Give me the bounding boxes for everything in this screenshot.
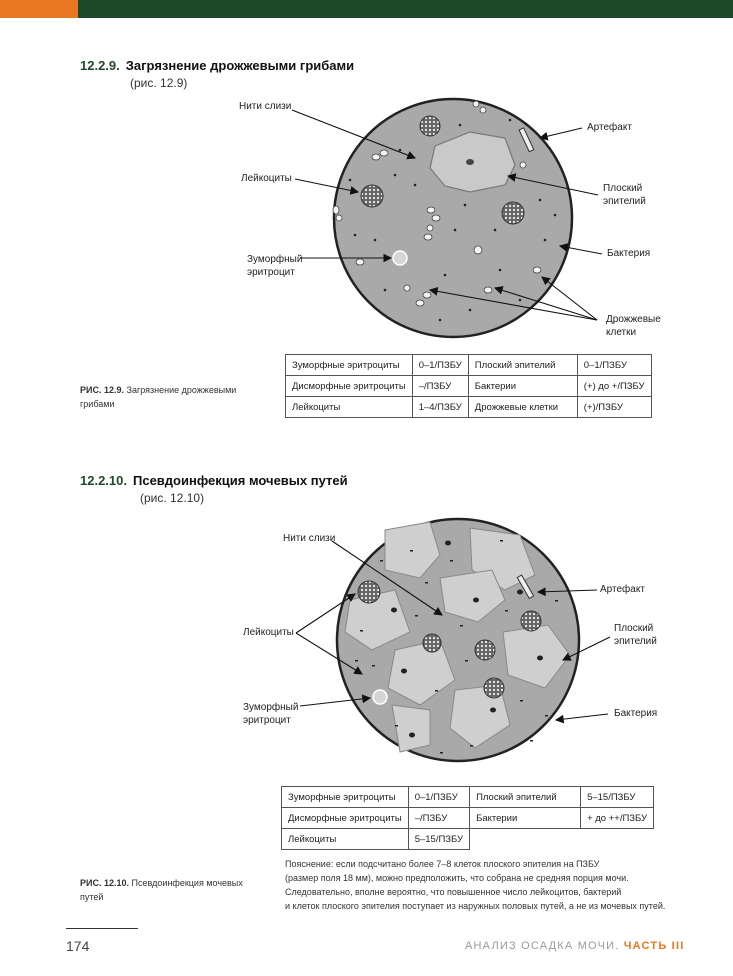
- leukocyte: [361, 185, 383, 207]
- section-number: 12.2.9.: [80, 58, 120, 73]
- page-number: 174: [66, 938, 90, 954]
- leukocyte: [423, 634, 441, 652]
- table-cell: Плоский эпителий: [470, 787, 581, 808]
- label-artifact: Артефакт: [587, 122, 632, 133]
- leukocyte: [484, 678, 504, 698]
- label-leukocytes: Лейкоциты: [243, 627, 294, 638]
- label-mucus: Нити слизи: [239, 101, 292, 112]
- table-row: [282, 787, 654, 808]
- caption-text: Псевдоинфекция мочевых путей: [80, 878, 243, 902]
- leukocyte: [475, 640, 495, 660]
- table-cell: (+)/ПЗБУ: [577, 397, 651, 418]
- table-cell: 0–1/ПЗБУ: [408, 787, 469, 808]
- section-number: 12.2.10.: [80, 473, 127, 488]
- table-cell: 5–15/ПЗБУ: [581, 787, 654, 808]
- label-erythrocyte: Зуморфный эритроцит: [243, 702, 299, 726]
- label-leukocytes: Лейкоциты: [241, 173, 292, 184]
- table-cell-empty: [581, 829, 654, 850]
- microscope-field-2: [337, 519, 579, 761]
- table-cell: Плоский эпителий: [468, 355, 577, 376]
- table-cell: Дисморфные эритроциты: [286, 376, 413, 397]
- figure-reference: (рис. 12.9): [130, 76, 188, 90]
- table-cell: 5–15/ПЗБУ: [408, 829, 469, 850]
- section-title-text: Загрязнение дрожжевыми грибами: [125, 58, 355, 73]
- erythrocyte: [393, 251, 407, 265]
- table-row: [282, 808, 654, 829]
- figure-caption-12-10: [80, 876, 250, 904]
- figure-caption-12-9: [80, 383, 250, 411]
- table-cell-empty: [470, 829, 581, 850]
- label-yeast: Дрожжевые клетки: [606, 314, 661, 338]
- results-table-12-9: [285, 354, 652, 418]
- erythrocyte: [373, 690, 387, 704]
- table-cell: 1–4/ПЗБУ: [412, 397, 468, 418]
- footer-rule: [66, 928, 138, 929]
- explanatory-note: Пояснение: если подсчитано более 7–8 клеток плоского эпителия на ПЗБУ (размер поля 18 мм), можно предположить, что собрана не средняя порция мочи. Следовательно, вполне вероятно, что повышенное число лейкоцитов, бактерий и клеток плоского эпителия поступает из наружных половых путей, а не из мочевых путей.: [285, 859, 666, 911]
- table-row: [286, 355, 652, 376]
- label-epithelium: Плоский эпителий: [603, 183, 646, 207]
- table-cell: Дрожжевые клетки: [468, 397, 577, 418]
- caption-figure-number: РИС. 12.10.: [80, 878, 129, 888]
- table-cell: Лейкоциты: [282, 829, 409, 850]
- table-cell: –/ПЗБУ: [412, 376, 468, 397]
- label-erythrocyte: Зуморфный эритроцит: [247, 254, 303, 278]
- running-head: [465, 940, 684, 952]
- figure-reference: (рис. 12.10): [140, 491, 205, 505]
- running-head-part: ЧАСТЬ III: [623, 940, 685, 952]
- leukocyte: [521, 611, 541, 631]
- table-cell: Зуморфные эритроциты: [286, 355, 413, 376]
- table-cell: + до ++/ПЗБУ: [581, 808, 654, 829]
- table-row: [286, 376, 652, 397]
- label-artifact: Артефакт: [600, 584, 645, 595]
- caption-text: Загрязнение дрожжевыми грибами: [80, 385, 237, 409]
- table-cell: Бактерии: [468, 376, 577, 397]
- table-cell: Лейкоциты: [286, 397, 413, 418]
- label-bacteria: Бактерия: [607, 248, 651, 259]
- leukocyte: [502, 202, 524, 224]
- table-cell: Бактерии: [470, 808, 581, 829]
- table-row: [286, 397, 652, 418]
- table-cell: 0–1/ПЗБУ: [577, 355, 651, 376]
- table-cell: Дисморфные эритроциты: [282, 808, 409, 829]
- running-head-title: АНАЛИЗ ОСАДКА МОЧИ.: [465, 940, 620, 952]
- table-cell: –/ПЗБУ: [408, 808, 469, 829]
- table-cell: Зуморфные эритроциты: [282, 787, 409, 808]
- label-bacteria: Бактерия: [614, 708, 658, 719]
- label-mucus: Нити слизи: [283, 533, 336, 544]
- leukocyte: [358, 581, 380, 603]
- table-cell: 0–1/ПЗБУ: [412, 355, 468, 376]
- section-title-12-2-10: [80, 473, 348, 488]
- caption-figure-number: РИС. 12.9.: [80, 385, 124, 395]
- label-epithelium: Плоский эпителий: [614, 623, 657, 647]
- section-title-text: Псевдоинфекция мочевых путей: [133, 473, 348, 488]
- results-table-12-10: [281, 786, 654, 850]
- leukocyte: [420, 116, 440, 136]
- table-row: [282, 829, 654, 850]
- table-cell: (+) до +/ПЗБУ: [577, 376, 651, 397]
